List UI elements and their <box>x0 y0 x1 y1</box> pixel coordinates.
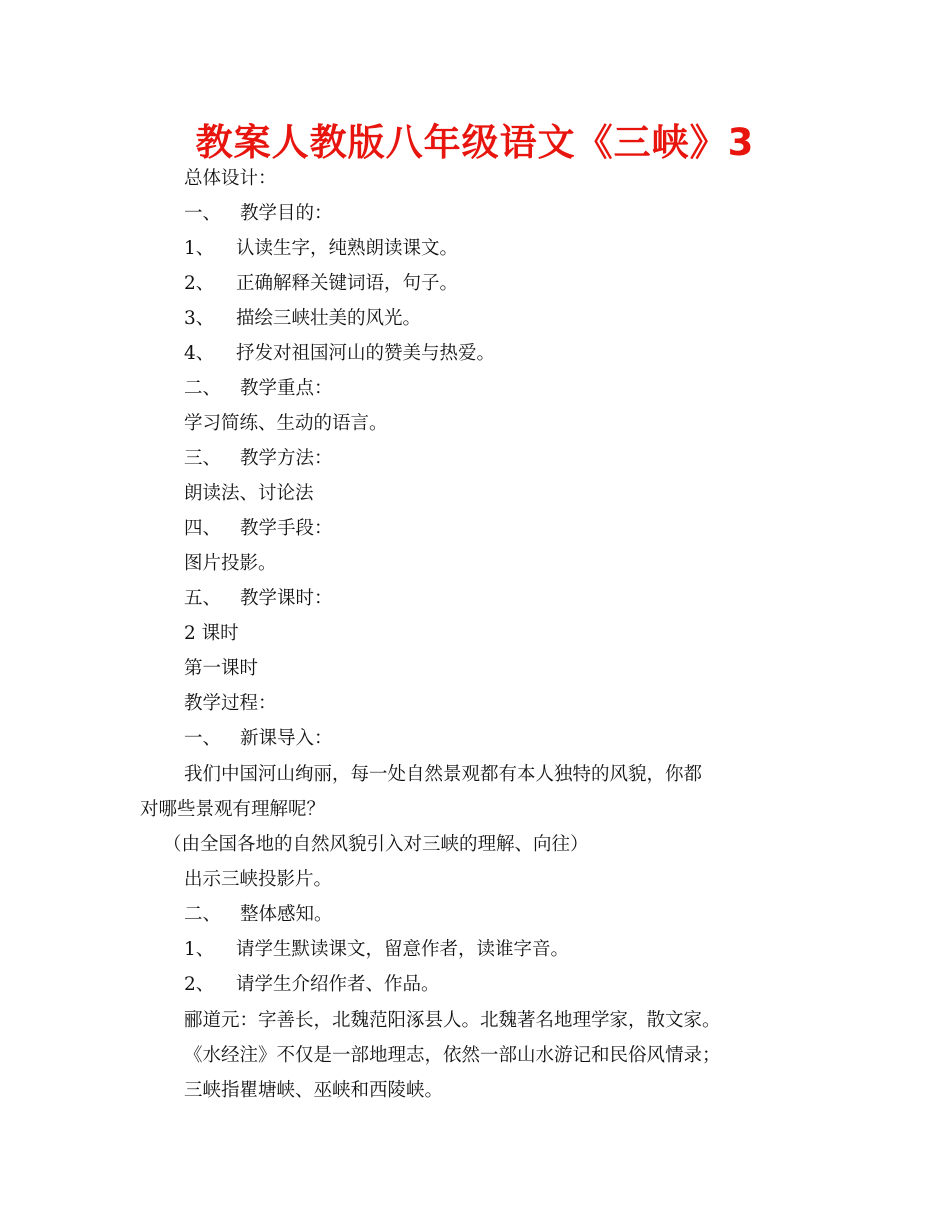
line-text: 2 课时 <box>184 623 239 644</box>
list-item <box>184 306 421 332</box>
list-item <box>184 937 569 963</box>
line-text: 正确解释关键词语，句子。 <box>236 273 459 294</box>
item-number: 1、 <box>184 238 215 259</box>
line-text: 教学手段： <box>240 518 333 539</box>
item-number: 1、 <box>184 939 215 960</box>
list-item <box>184 341 495 367</box>
text-line <box>184 551 277 577</box>
section-heading <box>184 586 333 612</box>
text-line <box>184 656 258 682</box>
paragraph-line <box>184 762 702 788</box>
section-number: 一、 <box>184 728 222 749</box>
text-line <box>184 621 239 647</box>
line-text: 教学方法： <box>240 448 333 469</box>
section-number: 四、 <box>184 518 222 539</box>
section-heading <box>184 201 333 227</box>
line-text: 总体设计： <box>184 168 277 189</box>
line-text: 抒发对祖国河山的赞美与热爱。 <box>236 343 496 364</box>
line-text: 《水经注》不仅是一部地理志，依然一部山水游记和民俗风情录； <box>184 1045 721 1066</box>
text-line <box>184 481 314 507</box>
list-item <box>184 236 458 262</box>
item-number: 3、 <box>184 308 215 329</box>
line-text: 描绘三峡壮美的风光。 <box>236 308 422 329</box>
line-text: 对哪些景观有理解呢？ <box>140 799 326 820</box>
item-number: 2、 <box>184 974 215 995</box>
list-item <box>184 271 458 297</box>
line-text: （由全国各地的自然风貌引入对三峡的理解、向往） <box>163 834 589 855</box>
line-text: 请学生介绍作者、作品。 <box>236 974 440 995</box>
text-line <box>184 867 332 893</box>
line-text: 教学目的： <box>240 203 333 224</box>
text-line <box>184 411 388 437</box>
section-heading <box>184 726 333 752</box>
text-line <box>184 166 277 192</box>
paragraph-line <box>184 1043 721 1069</box>
line-text: 学习简练、生动的语言。 <box>184 413 388 434</box>
line-text: 朗读法、讨论法 <box>184 483 314 504</box>
section-number: 二、 <box>184 378 222 399</box>
line-text: 教学重点： <box>240 378 333 399</box>
line-text: 新课导入： <box>240 728 333 749</box>
line-text: 出示三峡投影片。 <box>184 869 333 890</box>
paragraph-line <box>184 1008 721 1034</box>
text-line <box>184 691 277 717</box>
section-heading <box>184 376 333 402</box>
line-text: 图片投影。 <box>184 553 277 574</box>
section-number: 二、 <box>184 904 222 925</box>
section-heading <box>184 902 333 928</box>
paragraph-line <box>140 797 325 823</box>
list-item <box>184 972 440 998</box>
line-text: 请学生默读课文，留意作者，读谁字音。 <box>236 939 570 960</box>
line-text: 郦道元：字善长，北魏范阳涿县人。北魏著名地理学家，散文家。 <box>184 1010 721 1031</box>
document-title: 教案人教版八年级语文《三峡》3 <box>195 121 755 164</box>
line-text: 教学过程： <box>184 693 277 714</box>
section-number: 三、 <box>184 448 222 469</box>
line-text: 整体感知。 <box>240 904 333 925</box>
line-text: 三峡指瞿塘峡、巫峡和西陵峡。 <box>184 1080 444 1101</box>
paragraph-line <box>184 1078 443 1104</box>
item-number: 4、 <box>184 343 215 364</box>
section-heading <box>184 446 333 472</box>
item-number: 2、 <box>184 273 215 294</box>
section-heading <box>184 516 333 542</box>
paragraph-line <box>163 832 589 858</box>
line-text: 第一课时 <box>184 658 259 679</box>
line-text: 教学课时： <box>240 588 333 609</box>
line-text: 认读生字，纯熟朗读课文。 <box>236 238 459 259</box>
section-number: 一、 <box>184 203 222 224</box>
line-text: 我们中国河山绚丽，每一处自然景观都有本人独特的风貌，你都 <box>184 764 703 785</box>
section-number: 五、 <box>184 588 222 609</box>
